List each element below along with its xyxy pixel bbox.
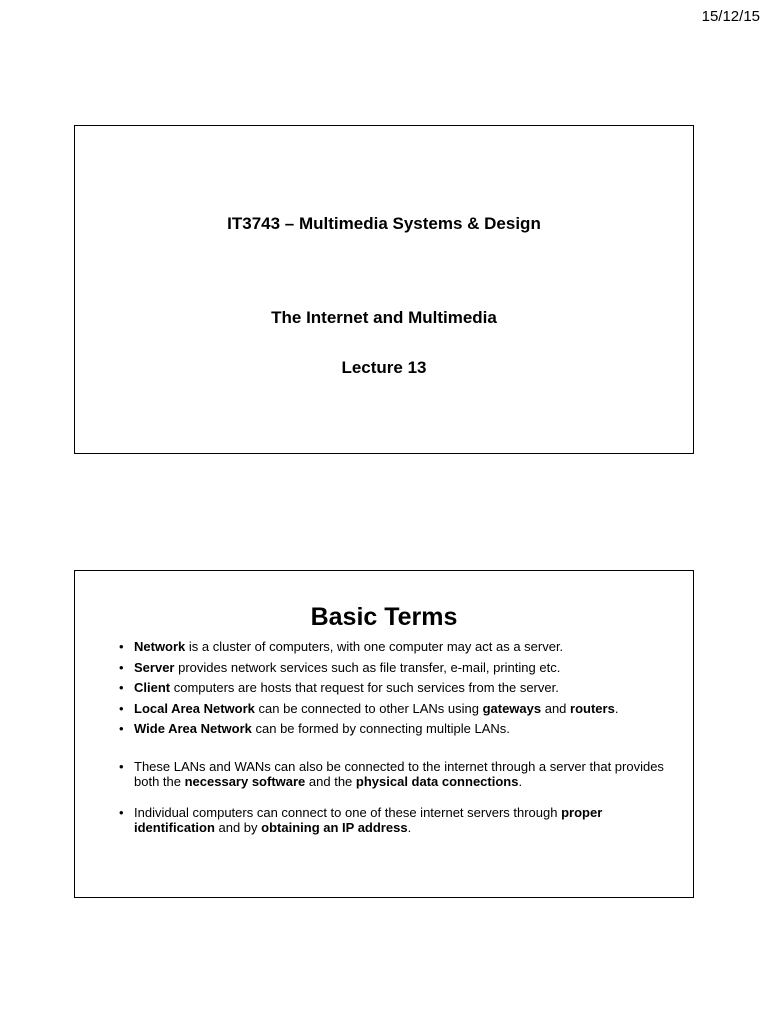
- list-item: [115, 719, 675, 740]
- paragraph-text: and the: [305, 773, 356, 789]
- paragraph-text: These LANs and WANs can also be connected to the internet through a server that provides both the: [134, 758, 664, 789]
- definition: can be formed by connecting multiple LANs.: [251, 721, 510, 736]
- basic-terms-slide: [74, 570, 694, 898]
- course-title: IT3743 – Multimedia Systems & Design: [227, 214, 541, 233]
- list-item: [115, 637, 675, 658]
- term-emphasis: routers: [570, 700, 615, 716]
- term-emphasis: physical data connections: [355, 773, 519, 789]
- term-emphasis: necessary software: [184, 773, 306, 789]
- term-emphasis: gateways: [482, 700, 542, 716]
- bullet-list: [115, 637, 675, 835]
- list-item: [115, 805, 675, 835]
- term: Wide Area Network: [134, 721, 252, 736]
- list-item: [115, 678, 675, 699]
- lecture-number: Lecture 13: [341, 358, 427, 377]
- list-item: [115, 759, 675, 789]
- list-item: [115, 658, 675, 679]
- paragraph-text: and by: [214, 819, 262, 835]
- paragraph-text: .: [407, 819, 412, 835]
- term-emphasis: obtaining an IP address: [261, 819, 408, 835]
- definition: and: [541, 700, 571, 716]
- definition: computers are hosts that request for such services from the server.: [170, 680, 559, 695]
- slide-heading: Basic Terms: [310, 603, 458, 631]
- definition: is a cluster of computers, with one computer may act as a server.: [185, 639, 564, 654]
- definition: .: [614, 700, 619, 716]
- term: Network: [134, 639, 186, 654]
- definition: can be connected to other LANs using: [254, 700, 483, 716]
- page-date: 15/12/15: [701, 8, 760, 25]
- paragraph-text: Individual computers can connect to one of these internet servers through: [134, 804, 562, 820]
- term: Local Area Network: [134, 700, 255, 716]
- lecture-topic: The Internet and Multimedia: [271, 308, 497, 327]
- term-emphasis: proper identification: [134, 804, 603, 835]
- definition: provides network services such as file transfer, e-mail, printing etc.: [174, 659, 561, 675]
- paragraph-text: .: [518, 773, 523, 789]
- term: Server: [134, 659, 175, 675]
- title-slide: [74, 125, 694, 454]
- term: Client: [134, 680, 171, 695]
- list-item: [115, 699, 675, 720]
